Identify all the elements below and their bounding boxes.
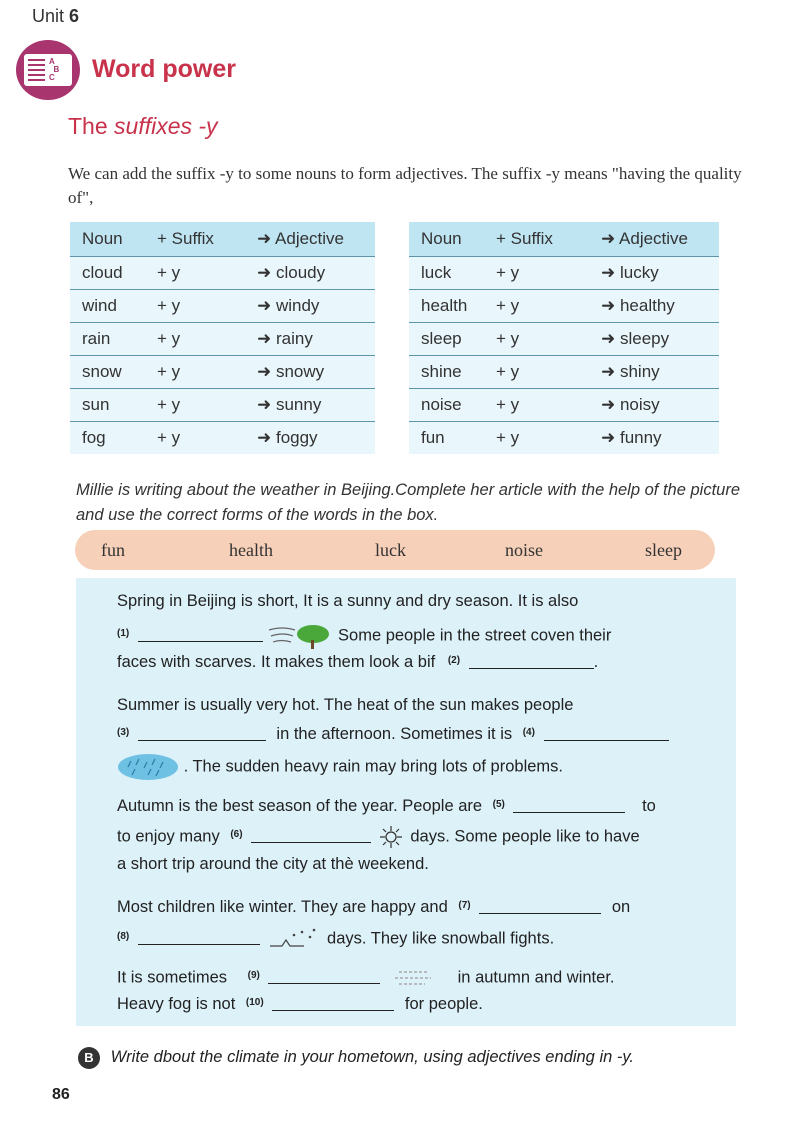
suffix-cell: + y: [484, 422, 589, 455]
article-line: to enjoy many $^{(6)}$ days. Some people like to have: [117, 825, 640, 849]
article-line: Autumn is the best season of the year. People are $^{(5)}$ to: [117, 797, 656, 815]
table-row: [409, 356, 719, 389]
noun-cell: snow: [70, 356, 145, 389]
table-row: [409, 389, 719, 422]
suffix-cell: + y: [145, 389, 245, 422]
answer-blank-8[interactable]: [138, 930, 260, 945]
table-row: [409, 257, 719, 290]
answer-blank-7[interactable]: [479, 899, 601, 914]
suffix-cell: + y: [484, 257, 589, 290]
intro-text: We can add the suffix -y to some nouns to form adjectives. The suffix -y means "having the quality of",: [68, 164, 742, 207]
adjective-cell: ➜ noisy: [589, 389, 719, 422]
suffix-cell: + y: [484, 356, 589, 389]
word-box-item: luck: [375, 540, 406, 560]
windy-tree-icon: [267, 622, 333, 650]
suffix-cell: + y: [484, 389, 589, 422]
answer-blank-2[interactable]: [469, 654, 594, 669]
answer-blank-5[interactable]: [513, 798, 625, 813]
table-row: [70, 422, 375, 455]
noun-cell: shine: [409, 356, 484, 389]
article-line: a short trip around the city at thè weekend.: [117, 855, 429, 873]
answer-blank-9[interactable]: [268, 969, 380, 984]
subsection-title: The suffixes -y: [68, 113, 218, 139]
fog-icon: [385, 966, 453, 990]
page-number: 86: [52, 1086, 70, 1103]
suffix-cell: + y: [145, 356, 245, 389]
col-header-adjective: ➜ Adjective: [245, 222, 375, 257]
noun-cell: fun: [409, 422, 484, 455]
table-row: [70, 356, 375, 389]
section-title: Word power: [92, 55, 236, 83]
adjective-cell: ➜ healthy: [589, 290, 719, 323]
article-line: $^{(3)}$ in the afternoon. Sometimes it is $^{(4)}$: [117, 725, 669, 744]
article-line: Heavy fog is not $^{(10)}$ for people.: [117, 995, 483, 1013]
answer-blank-6[interactable]: [251, 828, 371, 843]
adjective-cell: ➜ lucky: [589, 257, 719, 290]
table-row: [70, 389, 375, 422]
answer-blank-4[interactable]: [544, 726, 669, 741]
noun-cell: noise: [409, 389, 484, 422]
article-line: Most children like winter. They are happy and $^{(7)}$ on: [117, 898, 631, 916]
suffix-table-left: [70, 222, 375, 454]
answer-blank-1[interactable]: [138, 627, 263, 642]
word-box: [75, 530, 715, 570]
noun-cell: wind: [70, 290, 145, 323]
table-row: [409, 290, 719, 323]
snow-icon: [264, 926, 322, 952]
adjective-cell: ➜ snowy: [245, 356, 375, 389]
table-row: [409, 422, 719, 455]
table-row: [70, 257, 375, 290]
suffix-cell: + y: [145, 422, 245, 455]
rain-icon: [117, 753, 179, 781]
suffix-table-right: [409, 222, 719, 454]
word-box-item: health: [229, 540, 273, 560]
suffix-cell: + y: [145, 323, 245, 356]
noun-cell: sun: [70, 389, 145, 422]
answer-blank-3[interactable]: [138, 726, 266, 741]
noun-cell: sleep: [409, 323, 484, 356]
book-icon: A B C: [16, 40, 80, 100]
suffix-cell: + y: [484, 323, 589, 356]
answer-blank-10[interactable]: [272, 996, 394, 1011]
noun-cell: health: [409, 290, 484, 323]
task-b: B Write dbout the climate in your hometown, using adjectives ending in -y.: [78, 1047, 634, 1069]
word-box-item: sleep: [645, 540, 682, 560]
article-line: . The sudden heavy rain may bring lots of problems.: [117, 753, 563, 781]
article-line: $^{(1)}$ Some people in the street coven their: [117, 622, 611, 650]
col-header-adjective: ➜ Adjective: [589, 222, 719, 257]
table-row: [70, 290, 375, 323]
article-line: Spring in Beijing is short, It is a sunny and dry season. It is also: [117, 592, 579, 610]
adjective-cell: ➜ funny: [589, 422, 719, 455]
col-header-suffix: + Suffix: [145, 222, 245, 257]
article-line: Summer is usually very hot. The heat of the sun makes people: [117, 696, 574, 714]
col-header-suffix: + Suffix: [484, 222, 589, 257]
word-box-item: fun: [101, 540, 125, 560]
article-line: It is sometimes $^{(9)}$ in autumn and winter.: [117, 966, 615, 990]
col-header-noun: Noun: [70, 222, 145, 257]
noun-cell: cloud: [70, 257, 145, 290]
adjective-cell: ➜ rainy: [245, 323, 375, 356]
noun-cell: rain: [70, 323, 145, 356]
adjective-cell: ➜ sleepy: [589, 323, 719, 356]
adjective-cell: ➜ cloudy: [245, 257, 375, 290]
col-header-noun: Noun: [409, 222, 484, 257]
noun-cell: luck: [409, 257, 484, 290]
adjective-cell: ➜ foggy: [245, 422, 375, 455]
suffix-cell: + y: [145, 290, 245, 323]
suffix-cell: + y: [484, 290, 589, 323]
table-row: [70, 323, 375, 356]
adjective-cell: ➜ shiny: [589, 356, 719, 389]
unit-heading: Unit 6: [32, 6, 80, 26]
exercise-instruction: Millie is writing about the weather in Beijing.Complete her article with the help of the picture and use the correct forms of the words in the box.: [76, 481, 741, 524]
word-box-item: noise: [505, 540, 543, 560]
adjective-cell: ➜ sunny: [245, 389, 375, 422]
table-row: [409, 323, 719, 356]
article-line: faces with scarves. It makes them look a bif $^{(2)}$ .: [117, 653, 599, 671]
adjective-cell: ➜ windy: [245, 290, 375, 323]
sun-icon: [376, 825, 406, 849]
suffix-cell: + y: [145, 257, 245, 290]
noun-cell: fog: [70, 422, 145, 455]
task-b-badge: B: [78, 1047, 100, 1069]
article-line: $^{(8)}$ days. They like snowball fights.: [117, 926, 554, 952]
